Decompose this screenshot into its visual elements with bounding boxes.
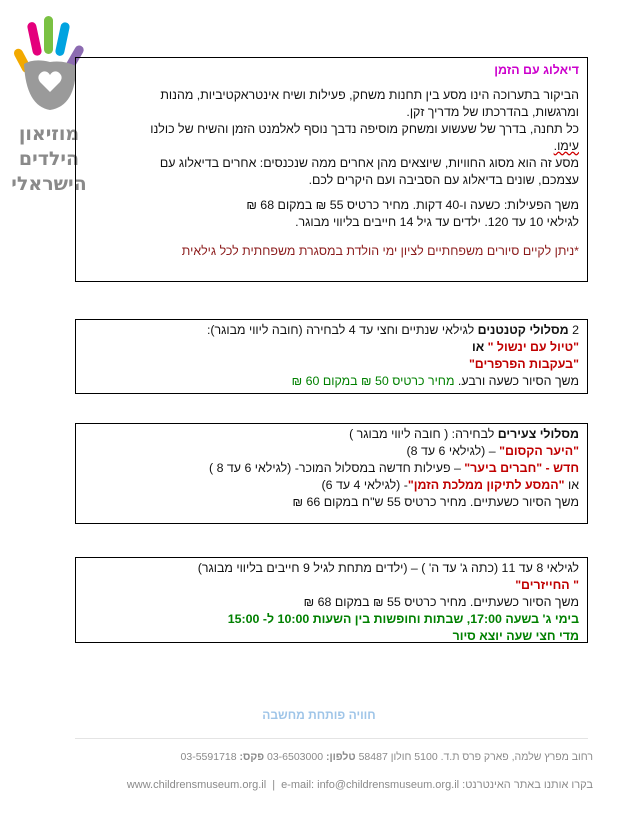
box2-duration: משך הסיור כשעה ורבע. (454, 374, 579, 388)
box3-route1-line (84, 443, 579, 460)
footer-phone-label: טלפון: (323, 751, 356, 763)
box3-head-rest: לבחירה: ( חובה ליווי מבוגר ) (349, 427, 498, 441)
box1-duration: משך הפעילות: כשעה ו-40 דקות. מחיר כרטיס 55 ₪ במקום 68 ₪ (246, 198, 579, 212)
box3-route2-line (84, 460, 579, 477)
footer-phone: 03-6503000 (266, 751, 324, 763)
box2-route1-suffix: או (471, 340, 488, 354)
box3-or: או (564, 478, 579, 492)
box2-route2: "בעקבות הפרפרים" (468, 357, 579, 371)
dialogue-with-time-box (75, 57, 588, 282)
box3-route1-rest: – (לגילאי 6 עד 8) (406, 444, 500, 458)
box3-route2-rest: – פעילות חדשה במסלול המוכר- (לגילאי 6 עד 8 ) (209, 461, 465, 475)
box1-para3-line2: עצמכם, שונים בדיאלוג עם הסביבה ועם היקרים לכם. (308, 173, 579, 187)
footer-address: רחוב מפרץ שלמה, פארק פרס ת.ד. 5100 חולון 58487 (355, 751, 593, 763)
logo-line-1: מוזיאון (18, 123, 80, 145)
box2-head-prefix: 2 (568, 323, 579, 337)
box1-para3-line1: מסע זה הוא מסוג החוויות, שיוצאים מהן אחרים ממה שנכנסים: אחרים בדיאלוג עם (159, 156, 579, 170)
box4-schedule2: מדי חצי שעה יוצא סיור (452, 629, 579, 643)
box4-heading: לגילאי 8 עד 11 (כתה ג' עד ה' ) – (ילדים מתחת לגיל 9 חייבים בליווי מבוגר) (197, 561, 579, 575)
aliens-route-box (75, 557, 588, 643)
box3-route3: "המסע לתיקון ממלכת הזמן" (407, 478, 565, 492)
box1-title: דיאלוג עם הזמן (494, 63, 579, 77)
box4-schedule1: בימי ג' בשעה 17:00, שבתות וחופשות בין השעות 10:00 ל- 15:00 (227, 612, 579, 626)
box1-para2-line1: כל תחנה, בדרך של שעשוע ומשחק מוסיפה נדבך נוסף לאלמנט הזמן והשיח של כולנו (150, 122, 579, 136)
box2-duration-line (84, 373, 579, 390)
box1-ages: לגילאי 10 עד 120. ילדים עד גיל 14 חייבים בליווי מבוגר. (295, 215, 579, 229)
box2-heading (84, 322, 579, 339)
footer-contact-line (181, 751, 593, 763)
finger-4 (55, 22, 71, 57)
box1-note: *ניתן לקיים סיורים משפחתיים לציון ימי הולדת במסגרת משפחתית לכל גילאית (181, 244, 579, 258)
box3-route1: "היער הקסום" (499, 444, 579, 458)
footer-email-link[interactable]: e-mail: info@childrensmuseum.org.il (281, 779, 460, 791)
logo-line-2: הילדים (18, 148, 80, 170)
footer-divider (75, 738, 588, 739)
box1-para1-line1: הביקור בתערוכה הינו מסע בין תחנות משחק, פעילות ושיח אינטראקטיביות, מהנות (160, 88, 579, 102)
young-routes-box (75, 423, 588, 524)
box2-route2-line (84, 356, 579, 373)
box3-head-bold: מסלולי צעירים (497, 427, 579, 441)
logo-line-3: הישראלי (11, 173, 87, 195)
box2-route1: "טיול עם ינשול " (487, 340, 579, 354)
box2-head-bold: מסלולי קטנטנים (477, 323, 569, 337)
footer-slogan: חוויה פותחת מחשבה (262, 708, 376, 722)
finger-2 (27, 21, 43, 56)
footer-fax: 03-5591718 (180, 751, 237, 763)
box3-heading (84, 426, 579, 443)
box1-para1-line2: ומרגשות, בהדרכתו של מדריך זקן. (406, 105, 579, 119)
footer-fax-label: פקס: (236, 751, 267, 763)
box3-route3-line (84, 477, 579, 494)
box3-route3-rest: - (לגילאי 4 עד 6) (321, 478, 408, 492)
box4-route: " החייזרים" (515, 578, 579, 592)
box4-duration: משך הסיור כשעתיים. מחיר כרטיס 55 ₪ במקום 68 ₪ (303, 595, 579, 609)
footer-web-line (127, 779, 593, 791)
box2-price: מחיר כרטיס 50 ₪ במקום 60 ₪ (291, 374, 455, 388)
footer-visit: בקרו אותנו באתר האינטרנט: (459, 779, 593, 791)
box3-route2: חדש - "חברים ביער" (464, 461, 579, 475)
footer-separator: | (272, 779, 276, 791)
box1-para2-line2: עימו. (553, 139, 579, 153)
box2-head-rest: לגילאי שנתיים וחצי עד 4 לבחירה (חובה ליווי מבוגר): (206, 323, 478, 337)
box3-duration: משך הסיור כשעתיים. מחיר כרטיס 55 ש"ח במקום 66 ₪ (292, 495, 579, 509)
box2-route1-line (84, 339, 579, 356)
finger-3 (44, 16, 53, 54)
footer-website-link[interactable]: www.childrensmuseum.org.il (126, 779, 267, 791)
toddler-routes-box (75, 319, 588, 394)
